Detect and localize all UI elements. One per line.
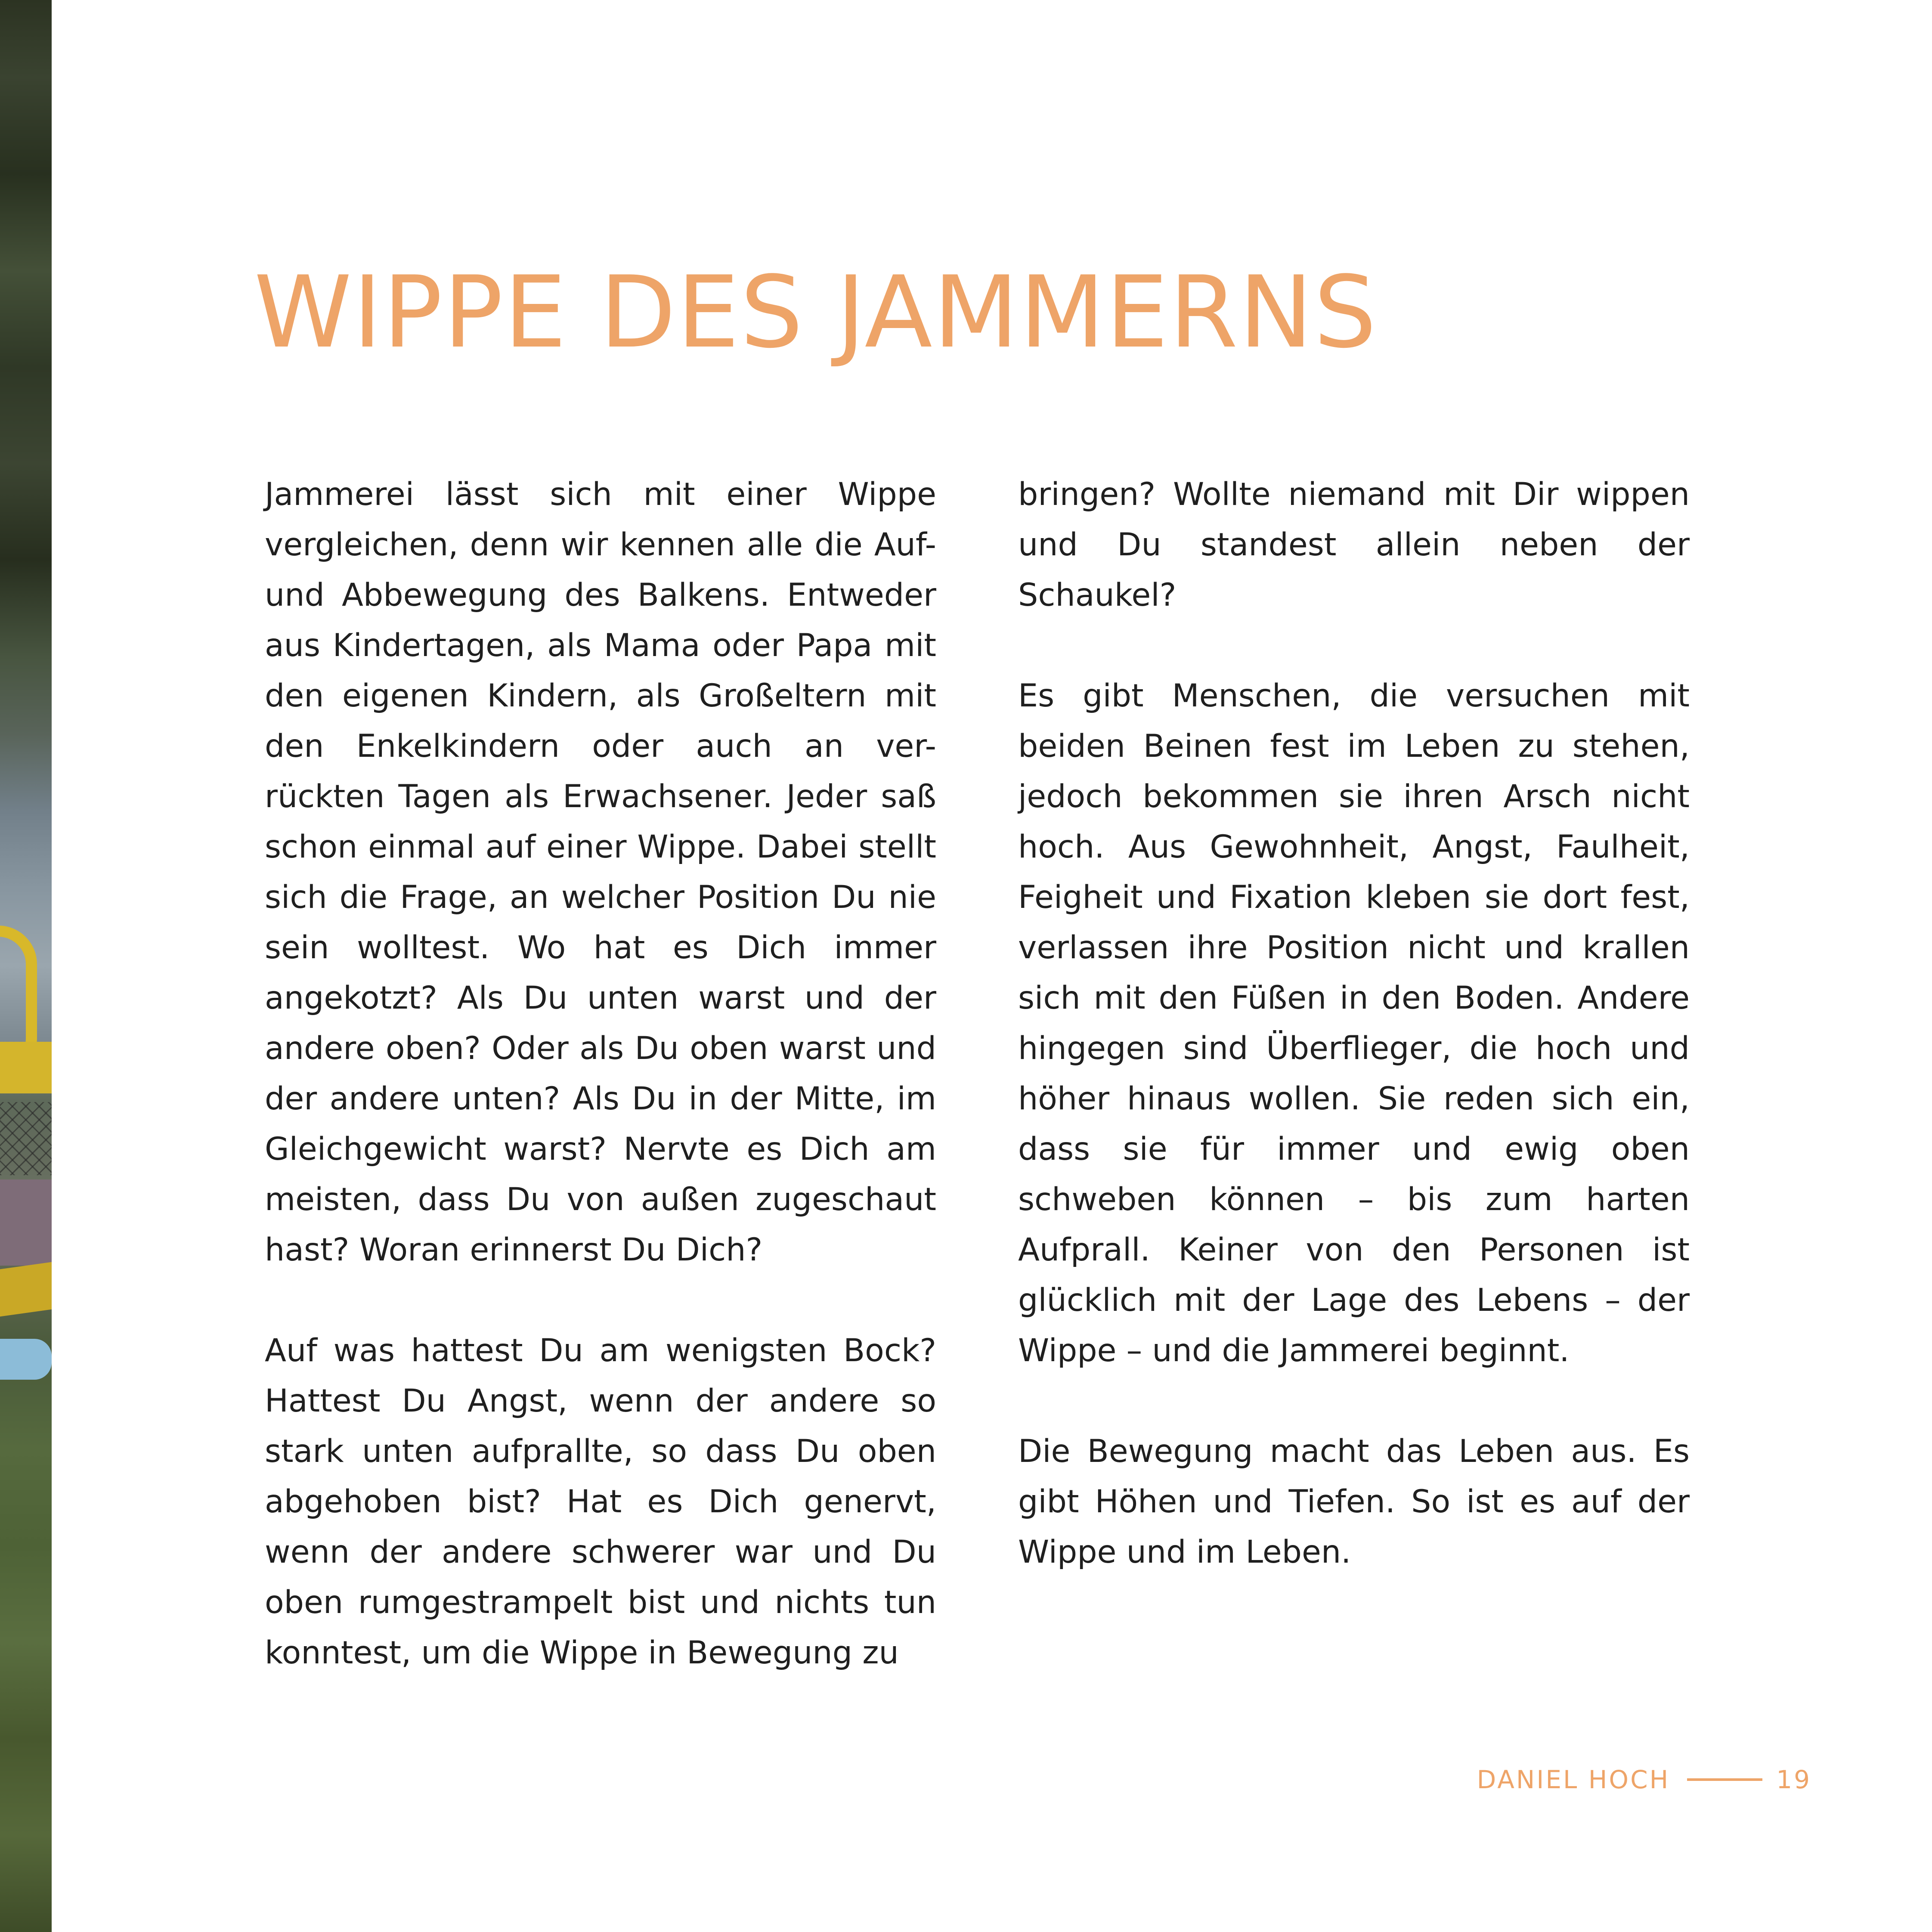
fence (0, 1102, 52, 1175)
paragraph: bringen? Wollte niemand mit Dir wippen und Du standest allein neben der Schaukel? (1018, 476, 1690, 613)
playground-photo-strip (0, 0, 52, 1932)
seesaw-beam (0, 1262, 52, 1317)
right-text-column (1018, 469, 1690, 1577)
left-text-column (265, 469, 936, 1678)
seesaw-seat (0, 1042, 52, 1093)
page-title: WIPPE DES JAMMERNS (254, 255, 1378, 370)
paragraph: Jammerei lässt sich mit einer Wippe vergleichen, denn wir kennen alle die Auf- und Abbewegung des Balkens. Entweder aus Kindertagen, als Mama oder Papa mit den eigenen Kindern, als Großeltern mit den Enkelkindern oder auch an ver-rückten Tagen als Erwachsener. Jeder saß schon einmal auf einer Wippe. Dabei stellt sich die Frage, an welcher Position Du nie sein wolltest. Wo hat es Dich immer angekotzt? Als Du unten warst und der andere oben? Oder als Du oben warst und der andere unten? Als Du in der Mitte, im Gleichgewicht warst? Nervte es Dich am meisten, dass Du von außen zugeschaut hast? Woran erinnerst Du Dich? (265, 476, 936, 1268)
footer-divider (1687, 1778, 1762, 1781)
seesaw-pipe (0, 1339, 52, 1380)
page-number: 19 (1776, 1765, 1811, 1794)
author-name: DANIEL HOCH (1477, 1765, 1670, 1794)
wall (0, 1180, 52, 1266)
paragraph: Die Bewegung macht das Leben aus. Es gibt Höhen und Tiefen. So ist es auf der Wippe und im Leben. (1018, 1433, 1690, 1570)
paragraph: Auf was hattest Du am wenigsten Bock? Hattest Du Angst, wenn der andere so stark unten aufprallte, so dass Du oben abgehoben bist? Hat es Dich genervt, wenn der andere schwerer war und Du oben rumgestrampelt bist und nichts tun konntest, um die Wippe in Bewegung zu (265, 1332, 936, 1671)
page-footer (1477, 1765, 1811, 1794)
paragraph: Es gibt Menschen, die versuchen mit beiden Beinen fest im Leben zu stehen, jedoch bekommen sie ihren Arsch nicht hoch. Aus Gewohnheit, Angst, Faulheit, Feigheit und Fixation kleben sie dort fest, verlassen ihre Position nicht und krallen sich mit den Füßen in den Boden. Andere hingegen sind Überflieger, die hoch und höher hinaus wollen. Sie reden sich ein, dass sie für immer und ewig oben schweben können – bis zum harten Aufprall. Keiner von den Personen ist glücklich mit der Lage des Lebens – der Wippe – und die Jammerei beginnt. (1018, 678, 1690, 1369)
